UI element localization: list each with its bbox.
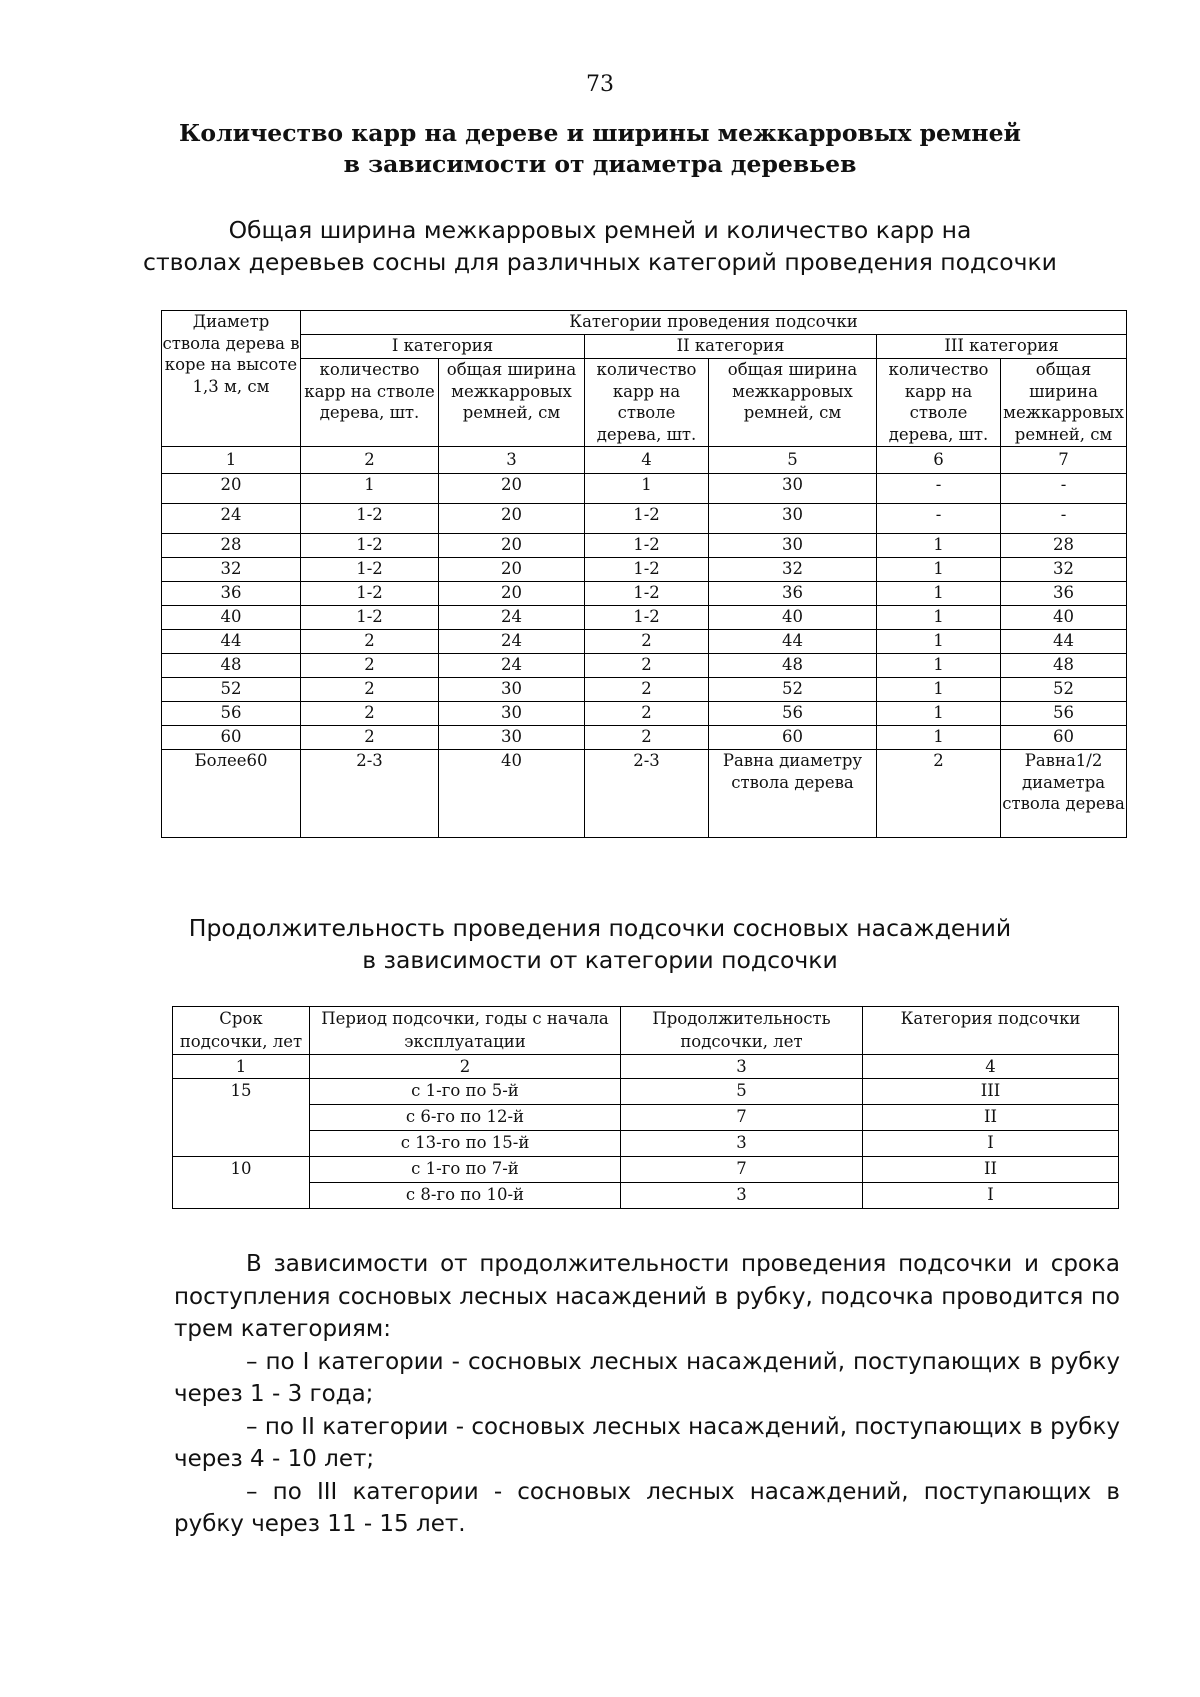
tapping-width-table bbox=[161, 310, 1127, 838]
column-number: 7 bbox=[1001, 447, 1127, 474]
body-item-1: – по I категории - сосновых лесных насаждений, поступающих в рубку через 1 - 3 года; bbox=[174, 1348, 1120, 1407]
column-number: 4 bbox=[863, 1055, 1119, 1079]
table-row bbox=[173, 1131, 1119, 1157]
duration-cell: 3 bbox=[621, 1131, 863, 1157]
header-category-1: I категория bbox=[301, 335, 585, 359]
table-row bbox=[162, 750, 1127, 838]
cat3-count-cell: 1 bbox=[877, 534, 1001, 558]
table-row bbox=[162, 474, 1127, 504]
header-cat2-count: количество карр на стволе дерева, шт. bbox=[585, 359, 709, 447]
term-cell: 15 bbox=[173, 1079, 310, 1157]
cat2-count-cell: 1-2 bbox=[585, 582, 709, 606]
column-number: 3 bbox=[621, 1055, 863, 1079]
cat1-width-cell: 24 bbox=[439, 654, 585, 678]
cat1-width-cell: 24 bbox=[439, 606, 585, 630]
diameter-cell: 60 bbox=[162, 726, 301, 750]
cat1-count-cell: 2 bbox=[301, 726, 439, 750]
header-cat1-width: общая ширина межкарровых ремней, см bbox=[439, 359, 585, 447]
period-cell: с 1-го по 7-й bbox=[310, 1157, 621, 1183]
tapping-duration-table bbox=[172, 1006, 1119, 1209]
duration-cell: 5 bbox=[621, 1079, 863, 1105]
header-diameter: Диаметр ствола дерева в коре на высоте 1,3 м, см bbox=[162, 311, 301, 447]
body-item-3: – по III категории - сосновых лесных насаждений, поступающих в рубку через 11 - 15 лет. bbox=[174, 1478, 1120, 1537]
cat1-width-cell: 40 bbox=[439, 750, 585, 838]
page-title bbox=[160, 118, 1040, 180]
cat2-count-cell: 1-2 bbox=[585, 606, 709, 630]
cat3-count-cell: 1 bbox=[877, 678, 1001, 702]
table2-caption-line-1: Продолжительность проведения подсочки сосновых насаждений bbox=[188, 914, 1012, 942]
diameter-cell: 48 bbox=[162, 654, 301, 678]
body-intro: В зависимости от продолжительности проведения подсочки и срока поступления сосновых лесных насаждений в рубку, подсочка проводится по трем категориям: bbox=[174, 1251, 1120, 1342]
cat1-width-cell: 20 bbox=[439, 582, 585, 606]
cat1-width-cell: 24 bbox=[439, 630, 585, 654]
header-category: Категория подсочки bbox=[863, 1007, 1119, 1055]
table-row bbox=[173, 1105, 1119, 1131]
cat2-count-cell: 1-2 bbox=[585, 558, 709, 582]
table-row bbox=[162, 630, 1127, 654]
cat2-width-cell: 36 bbox=[709, 582, 877, 606]
header-cat3-count: количество карр на стволе дерева, шт. bbox=[877, 359, 1001, 447]
table2-caption-line-2: в зависимости от категории подсочки bbox=[362, 946, 838, 974]
column-number: 2 bbox=[301, 447, 439, 474]
cat2-width-cell: 52 bbox=[709, 678, 877, 702]
cat1-count-cell: 2 bbox=[301, 654, 439, 678]
header-cat2-width: общая ширина межкарровых ремней, см bbox=[709, 359, 877, 447]
cat2-width-cell: 48 bbox=[709, 654, 877, 678]
diameter-cell: 20 bbox=[162, 474, 301, 504]
cat1-width-cell: 20 bbox=[439, 534, 585, 558]
cat2-count-cell: 2 bbox=[585, 702, 709, 726]
cat2-count-cell: 2 bbox=[585, 630, 709, 654]
cat3-width-cell: - bbox=[1001, 504, 1127, 534]
cat2-count-cell: 2 bbox=[585, 726, 709, 750]
table-row bbox=[173, 1157, 1119, 1183]
cat3-width-cell: 32 bbox=[1001, 558, 1127, 582]
period-cell: с 8-го по 10-й bbox=[310, 1183, 621, 1209]
cat3-width-cell: 60 bbox=[1001, 726, 1127, 750]
cat2-width-cell: 30 bbox=[709, 474, 877, 504]
cat1-width-cell: 30 bbox=[439, 678, 585, 702]
header-cat3-width: общая ширина межкарровых ремней, см bbox=[1001, 359, 1127, 447]
cat2-count-cell: 1-2 bbox=[585, 504, 709, 534]
cat1-count-cell: 1-2 bbox=[301, 558, 439, 582]
cat3-count-cell: 1 bbox=[877, 726, 1001, 750]
column-number: 3 bbox=[439, 447, 585, 474]
category-cell: II bbox=[863, 1157, 1119, 1183]
cat3-width-cell: Равна1/2 диаметра ствола дерева bbox=[1001, 750, 1127, 838]
category-cell: I bbox=[863, 1131, 1119, 1157]
cat3-count-cell: 2 bbox=[877, 750, 1001, 838]
title-line-1: Количество карр на дереве и ширины межкарровых ремней bbox=[179, 119, 1021, 147]
column-number: 1 bbox=[162, 447, 301, 474]
cat2-count-cell: 1 bbox=[585, 474, 709, 504]
cat1-count-cell: 1-2 bbox=[301, 582, 439, 606]
table-row bbox=[162, 654, 1127, 678]
cat1-count-cell: 2 bbox=[301, 630, 439, 654]
category-cell: I bbox=[863, 1183, 1119, 1209]
cat3-count-cell: 1 bbox=[877, 702, 1001, 726]
table1-column-numbers bbox=[162, 447, 1127, 474]
cat3-width-cell: 40 bbox=[1001, 606, 1127, 630]
header-cat1-count: количество карр на стволе дерева, шт. bbox=[301, 359, 439, 447]
cat1-count-cell: 1-2 bbox=[301, 534, 439, 558]
cat2-width-cell: 30 bbox=[709, 534, 877, 558]
cat1-count-cell: 2-3 bbox=[301, 750, 439, 838]
cat2-width-cell: 56 bbox=[709, 702, 877, 726]
duration-cell: 7 bbox=[621, 1157, 863, 1183]
table1-caption-line-2: стволах деревьев сосны для различных категорий проведения подсочки bbox=[143, 248, 1057, 276]
cat3-width-cell: 56 bbox=[1001, 702, 1127, 726]
cat3-count-cell: 1 bbox=[877, 582, 1001, 606]
table1-caption bbox=[120, 214, 1080, 278]
cat2-count-cell: 1-2 bbox=[585, 534, 709, 558]
cat3-count-cell: - bbox=[877, 504, 1001, 534]
period-cell: с 13-го по 15-й bbox=[310, 1131, 621, 1157]
table-row bbox=[162, 726, 1127, 750]
cat3-width-cell: 36 bbox=[1001, 582, 1127, 606]
cat2-count-cell: 2-3 bbox=[585, 750, 709, 838]
table-row bbox=[162, 558, 1127, 582]
cat1-count-cell: 2 bbox=[301, 702, 439, 726]
diameter-cell: 24 bbox=[162, 504, 301, 534]
diameter-cell: 28 bbox=[162, 534, 301, 558]
diameter-cell: 40 bbox=[162, 606, 301, 630]
diameter-cell: 52 bbox=[162, 678, 301, 702]
table1-header bbox=[162, 311, 1127, 447]
header-term: Срок подсочки, лет bbox=[173, 1007, 310, 1055]
category-cell: III bbox=[863, 1079, 1119, 1105]
duration-cell: 7 bbox=[621, 1105, 863, 1131]
diameter-cell: 56 bbox=[162, 702, 301, 726]
cat1-count-cell: 1-2 bbox=[301, 504, 439, 534]
table-row bbox=[162, 678, 1127, 702]
cat3-width-cell: - bbox=[1001, 474, 1127, 504]
table-row bbox=[162, 534, 1127, 558]
cat2-width-cell: 60 bbox=[709, 726, 877, 750]
diameter-cell: 32 bbox=[162, 558, 301, 582]
header-duration: Продолжительность подсочки, лет bbox=[621, 1007, 863, 1055]
cat1-count-cell: 2 bbox=[301, 678, 439, 702]
cat1-count-cell: 1-2 bbox=[301, 606, 439, 630]
table-row bbox=[173, 1079, 1119, 1105]
table-row bbox=[162, 504, 1127, 534]
cat1-count-cell: 1 bbox=[301, 474, 439, 504]
cat1-width-cell: 20 bbox=[439, 504, 585, 534]
column-number-row bbox=[173, 1055, 1119, 1079]
cat3-count-cell: 1 bbox=[877, 606, 1001, 630]
cat2-count-cell: 2 bbox=[585, 678, 709, 702]
period-cell: с 6-го по 12-й bbox=[310, 1105, 621, 1131]
cat1-width-cell: 30 bbox=[439, 702, 585, 726]
term-cell: 10 bbox=[173, 1157, 310, 1209]
header-categories: Категории проведения подсочки bbox=[301, 311, 1127, 335]
diameter-cell: 36 bbox=[162, 582, 301, 606]
cat3-count-cell: - bbox=[877, 474, 1001, 504]
cat3-width-cell: 44 bbox=[1001, 630, 1127, 654]
period-cell: с 1-го по 5-й bbox=[310, 1079, 621, 1105]
page-number: 73 bbox=[586, 72, 614, 97]
title-line-2: в зависимости от диаметра деревьев bbox=[343, 150, 857, 178]
category-cell: II bbox=[863, 1105, 1119, 1131]
cat3-count-cell: 1 bbox=[877, 630, 1001, 654]
column-number: 2 bbox=[310, 1055, 621, 1079]
duration-cell: 3 bbox=[621, 1183, 863, 1209]
cat2-width-cell: 44 bbox=[709, 630, 877, 654]
column-number: 6 bbox=[877, 447, 1001, 474]
table1-caption-line-1: Общая ширина межкарровых ремней и количество карр на bbox=[228, 216, 972, 244]
table-row bbox=[162, 606, 1127, 630]
diameter-cell: Более60 bbox=[162, 750, 301, 838]
cat2-width-cell: 40 bbox=[709, 606, 877, 630]
cat2-width-cell: Равна диаметру ствола дерева bbox=[709, 750, 877, 838]
header-category-2: II категория bbox=[585, 335, 877, 359]
column-number: 5 bbox=[709, 447, 877, 474]
header-category-3: III категория bbox=[877, 335, 1127, 359]
cat1-width-cell: 30 bbox=[439, 726, 585, 750]
cat2-count-cell: 2 bbox=[585, 654, 709, 678]
cat3-width-cell: 28 bbox=[1001, 534, 1127, 558]
body-item-2: – по II категории - сосновых лесных насаждений, поступающих в рубку через 4 - 10 лет; bbox=[174, 1413, 1120, 1472]
cat1-width-cell: 20 bbox=[439, 558, 585, 582]
table1-body bbox=[162, 474, 1127, 838]
cat1-width-cell: 20 bbox=[439, 474, 585, 504]
table-row bbox=[173, 1183, 1119, 1209]
cat3-count-cell: 1 bbox=[877, 558, 1001, 582]
diameter-cell: 44 bbox=[162, 630, 301, 654]
column-number: 4 bbox=[585, 447, 709, 474]
table2-body bbox=[173, 1055, 1119, 1209]
cat2-width-cell: 30 bbox=[709, 504, 877, 534]
column-number-row bbox=[162, 447, 1127, 474]
cat3-width-cell: 48 bbox=[1001, 654, 1127, 678]
table-row bbox=[162, 702, 1127, 726]
table2-header bbox=[173, 1007, 1119, 1055]
cat3-count-cell: 1 bbox=[877, 654, 1001, 678]
cat2-width-cell: 32 bbox=[709, 558, 877, 582]
table-row bbox=[162, 582, 1127, 606]
column-number: 1 bbox=[173, 1055, 310, 1079]
body-text bbox=[174, 1248, 1120, 1541]
table2-caption bbox=[120, 912, 1080, 976]
cat3-width-cell: 52 bbox=[1001, 678, 1127, 702]
header-period: Период подсочки, годы с начала эксплуатации bbox=[310, 1007, 621, 1055]
